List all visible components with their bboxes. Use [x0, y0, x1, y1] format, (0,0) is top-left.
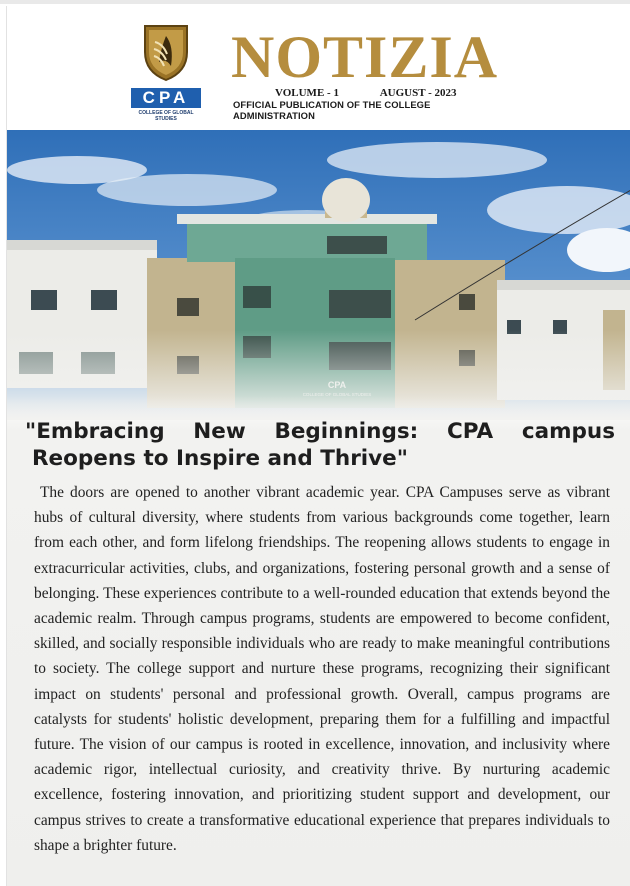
logo-wordmark: CPA [131, 88, 201, 108]
article-body [34, 480, 610, 858]
masthead [7, 6, 630, 130]
newsletter-page [6, 6, 630, 886]
headline-line-2: Reopens to Inspire and Thrive" [32, 446, 408, 471]
top-rule [0, 0, 630, 4]
campus-photo [7, 130, 630, 420]
newsletter-title: NOTIZIA [231, 24, 499, 90]
article-headline [25, 418, 615, 472]
logo-subtitle: COLLEGE OF GLOBAL STUDIES [138, 110, 194, 122]
headline-line-1: "Embracing New Beginnings: CPA campus [25, 419, 615, 444]
college-logo [129, 22, 203, 122]
publication-line: OFFICIAL PUBLICATION OF THE COLLEGE ADMINISTRATION [233, 99, 431, 121]
article-paragraph: The doors are opened to another vibrant academic year. CPA Campuses serve as vibrant hubs of cultural diversity, where students from various backgrounds come together, learn from each other, and form lifelong friendships. The reopening allows students to engage in extracurricular activities, clubs, and organizations, fostering personal growth and a sense of belonging. These experiences contribute to a well-rounded education that extends beyond the academic realm. Through campus programs, students are empowered to become confident, skilled, and socially responsible individuals who are ready to make meaningful contributions to society. The college support and nurture these programs, recognizing their significant impact on students' personal and professional growth. Overall, campus programs are catalysts for students' holistic development, preparing them for a fulfilling and impactful future. The vision of our campus is rooted in excellence, innovation, and inclusivity where academic rigor, intellectual curiosity, and creativity thrive. By nurturing academic excellence, fostering innovation, and prioritizing student support and development, our campus strives to create a transformative educational experience that prepares individuals to shape a brighter future. [34, 484, 610, 854]
campus-building-image [7, 130, 630, 420]
issue-date: AUGUST - 2023 [379, 87, 457, 99]
shield-crest-icon [141, 22, 191, 82]
article [7, 396, 630, 886]
issue-line [275, 87, 485, 99]
volume-label: VOLUME - 1 [275, 87, 339, 99]
